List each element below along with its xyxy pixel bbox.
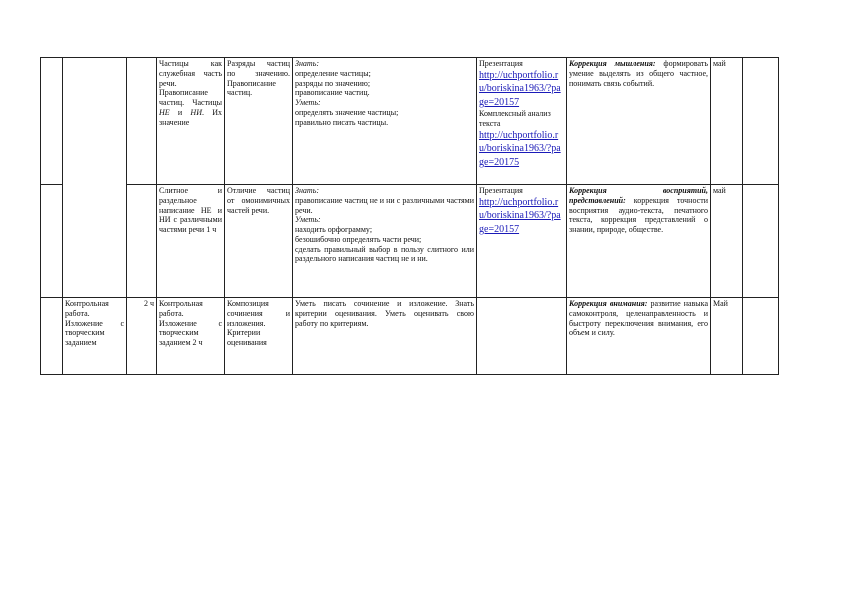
topic-text-end: . Их значение [159, 107, 222, 127]
notes-cell [743, 298, 779, 375]
knowledge-heading: Знать: [295, 186, 320, 195]
resources-cell [477, 185, 567, 298]
topic-text: Контрольная работа. Изложение с творческим заданием 2 ч [159, 299, 222, 347]
month-text: Май [713, 299, 728, 308]
table-row [41, 185, 779, 298]
correction-cell [567, 185, 711, 298]
topic-text: Слитное и раздельное написание НЕ и НИ с различными частями речи 1 ч [159, 186, 222, 234]
topic-text-and: и [169, 107, 191, 117]
resources-cell [477, 298, 567, 375]
section-text: Контрольная работа. Изложение с творческим заданием [65, 299, 124, 347]
knowledge-line: определять значение частицы; [295, 107, 399, 117]
knowledge-cell [293, 298, 477, 375]
correction-title: Коррекция внимания: [569, 299, 648, 308]
concepts-text: Отличие частиц от омонимичных частей речи. [227, 186, 290, 215]
concepts-cell [225, 58, 293, 185]
knowledge-line: правильно писать частицы. [295, 117, 389, 127]
knowledge-line: находить орфограмму; [295, 225, 373, 234]
knowledge-line: Уметь писать сочинение и изложение. Знать критерии оценивания. Уметь оценивать свою работу по критериям. [295, 299, 474, 328]
concepts-text: Разряды частиц по значению. Правописание частиц. [227, 59, 290, 98]
topic-cell [157, 185, 225, 298]
knowledge-line: правописание частиц не и ни с различными частями речи. [295, 195, 474, 215]
concepts-cell [225, 298, 293, 375]
table-row [41, 298, 779, 375]
topic-particle-ne: НЕ [159, 107, 170, 117]
text-analysis-label: Комплексный анализ текста [479, 109, 551, 128]
knowledge-line: безошибочно определять части речи; [295, 234, 422, 244]
presentation-label: Презентация [479, 186, 523, 195]
concepts-cell [225, 185, 293, 298]
row-number-cell [41, 185, 63, 298]
knowledge-line: правописание частиц. [295, 88, 370, 98]
correction-text: формировать умение выделять из общего частное, понимать связь событий. [569, 59, 708, 88]
knowledge-line: разряды по значению; [295, 78, 371, 88]
month-cell [711, 185, 743, 298]
correction-text: коррекция точности восприятия аудио-текста, печатного текста, коррекция представлений о знании, природе, обществе. [569, 195, 708, 234]
correction-title: Коррекция восприятий, представлений: [569, 186, 708, 205]
hours-cell [127, 185, 157, 298]
hours-cell [127, 298, 157, 375]
knowledge-cell [293, 58, 477, 185]
correction-text: развитие навыка самоконтроля, целенаправленность и быстроту переключения внимания, его объем и силу. [569, 299, 708, 338]
correction-cell [567, 58, 711, 185]
topic-text: Частицы как служебная часть речи. Правописание частиц. Частицы [159, 59, 222, 107]
concepts-text: Композиция сочинения и изложения. Критерии оценивания [227, 299, 290, 347]
topic-cell [157, 58, 225, 185]
skills-heading: Уметь: [295, 215, 321, 225]
knowledge-heading: Знать: [295, 59, 320, 68]
table-row [41, 58, 779, 185]
skills-heading: Уметь: [295, 98, 321, 107]
knowledge-line: сделать правильный выбор в пользу слитного или раздельного написания частиц не и ни. [295, 244, 474, 264]
text-analysis-link[interactable]: http://uchportfolio.ru/boriskina1963/?page=20175 [479, 129, 561, 168]
notes-cell [743, 58, 779, 185]
section-cell [63, 58, 127, 298]
section-cell [63, 298, 127, 375]
presentation-link[interactable]: http://uchportfolio.ru/boriskina1963/?page=20157 [479, 69, 561, 108]
row-number-cell [41, 58, 63, 185]
hours-cell [127, 58, 157, 185]
notes-cell [743, 185, 779, 298]
month-cell [711, 58, 743, 185]
month-text: май [713, 59, 726, 68]
knowledge-cell [293, 185, 477, 298]
row-number-cell [41, 298, 63, 375]
lesson-plan-table [40, 57, 779, 375]
topic-particle-ni: НИ [190, 107, 202, 117]
presentation-label: Презентация [479, 59, 523, 68]
hours-text: 2 ч [143, 299, 154, 308]
month-text: май [713, 186, 726, 195]
correction-cell [567, 298, 711, 375]
correction-title: Коррекция мышления: [569, 59, 656, 68]
month-cell [711, 298, 743, 375]
knowledge-line: определение частицы; [295, 68, 371, 78]
topic-cell [157, 298, 225, 375]
presentation-link[interactable]: http://uchportfolio.ru/boriskina1963/?page=20157 [479, 196, 561, 235]
resources-cell [477, 58, 567, 185]
